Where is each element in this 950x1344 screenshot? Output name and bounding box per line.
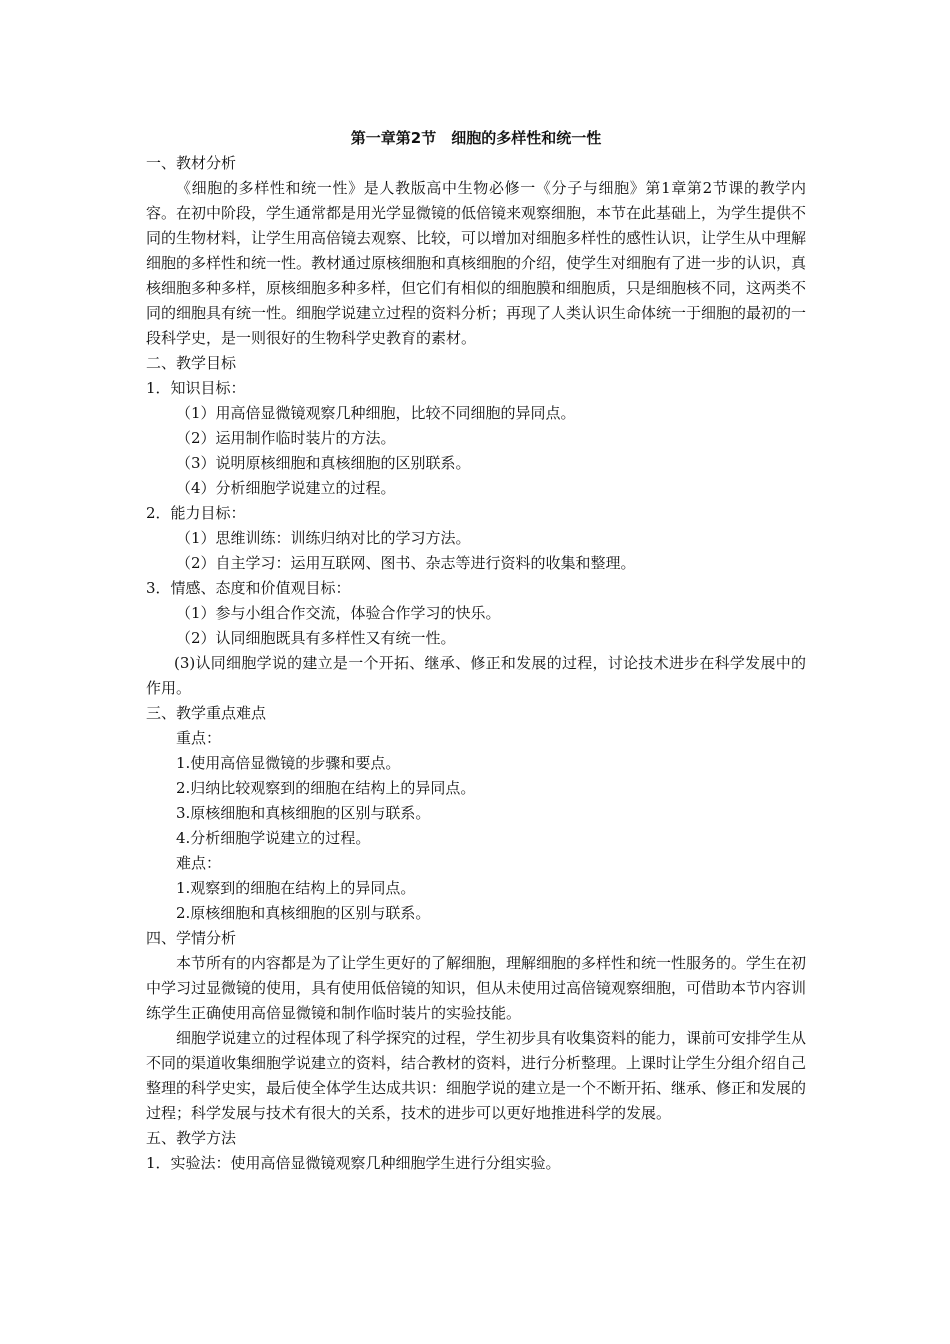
difficult-point-item: 1.观察到的细胞在结构上的异同点。: [176, 879, 416, 897]
key-points-label: 重点：: [176, 729, 222, 747]
document-body: [146, 126, 806, 1176]
goal-knowledge-title: 1．知识目标：: [146, 379, 246, 397]
goal-attitude-item: （2）认同细胞既具有多样性又有统一性。: [176, 629, 456, 647]
section-heading-5: 五、教学方法: [146, 1129, 237, 1147]
goal-ability-item: （2）自主学习：运用互联网、图书、杂志等进行资料的收集和整理。: [176, 554, 636, 572]
goal-knowledge-item: （1）用高倍显微镜观察几种细胞，比较不同细胞的异同点。: [176, 404, 576, 422]
section-heading-3: 三、教学重点难点: [146, 704, 267, 722]
goal-knowledge-item: （3）说明原核细胞和真核细胞的区别联系。: [176, 454, 471, 472]
goal-knowledge-item: （2）运用制作临时装片的方法。: [176, 429, 396, 447]
goal-ability-title: 2．能力目标：: [146, 504, 246, 522]
key-point-item: 2.归纳比较观察到的细胞在结构上的异同点。: [176, 779, 476, 797]
goal-attitude-title: 3．情感、态度和价值观目标：: [146, 579, 351, 597]
page-title: 第一章第2节 细胞的多样性和统一性: [350, 129, 602, 147]
goal-attitude-item-3: (3)认同细胞学说的建立是一个开拓、继承、修正和发展的过程，讨论技术进步在科学发展中的作用。: [146, 654, 806, 697]
section-heading-1: 一、教材分析: [146, 154, 237, 172]
key-point-item: 3.原核细胞和真核细胞的区别与联系。: [176, 804, 431, 822]
method-item: 1．实验法：使用高倍显微镜观察几种细胞学生进行分组实验。: [146, 1154, 561, 1172]
key-point-item: 1.使用高倍显微镜的步骤和要点。: [176, 754, 401, 772]
difficult-points-label: 难点：: [176, 854, 222, 872]
section-heading-2: 二、教学目标: [146, 354, 237, 372]
goal-attitude-item: （1）参与小组合作交流，体验合作学习的快乐。: [176, 604, 501, 622]
section-1-paragraph: 《细胞的多样性和统一性》是人教版高中生物必修一《分子与细胞》第1章第2节课的教学内容。在初中阶段，学生通常都是用光学显微镜的低倍镜来观察细胞，本节在此基础上，为学生提供不同的生物材料，让学生用高倍镜去观察、比较，可以增加对细胞多样性的感性认识，让学生从中理解细胞的多样性和统一性。教材通过原核细胞和真核细胞的介绍，使学生对细胞有了进一步的认识，真核细胞多种多样，原核细胞多种多样，但它们有相似的细胞膜和细胞质，只是细胞核不同，这两类不同的细胞具有统一性。细胞学说建立过程的资料分析；再现了人类认识生命体统一于细胞的最初的一段科学史，是一则很好的生物科学史教育的素材。: [146, 179, 807, 347]
key-point-item: 4.分析细胞学说建立的过程。: [176, 829, 371, 847]
section-4-paragraph-2: 细胞学说建立的过程体现了科学探究的过程，学生初步具有收集资料的能力，课前可安排学生从不同的渠道收集细胞学说建立的资料，结合教材的资料，进行分析整理。上课时让学生分组介绍自己整理的科学史实，最后使全体学生达成共识：细胞学说的建立是一个不断开拓、继承、修正和发展的过程；科学发展与技术有很大的关系，技术的进步可以更好地推进科学的发展。: [146, 1029, 807, 1122]
section-heading-4: 四、学情分析: [146, 929, 237, 947]
goal-knowledge-item: （4）分析细胞学说建立的过程。: [176, 479, 396, 497]
goal-ability-item: （1）思维训练：训练归纳对比的学习方法。: [176, 529, 471, 547]
section-4-paragraph-1: 本节所有的内容都是为了让学生更好的了解细胞，理解细胞的多样性和统一性服务的。学生在初中学习过显微镜的使用，具有使用低倍镜的知识，但从未使用过高倍镜观察细胞，可借助本节内容训练学生正确使用高倍显微镜和制作临时装片的实验技能。: [146, 954, 807, 1022]
difficult-point-item: 2.原核细胞和真核细胞的区别与联系。: [176, 904, 431, 922]
